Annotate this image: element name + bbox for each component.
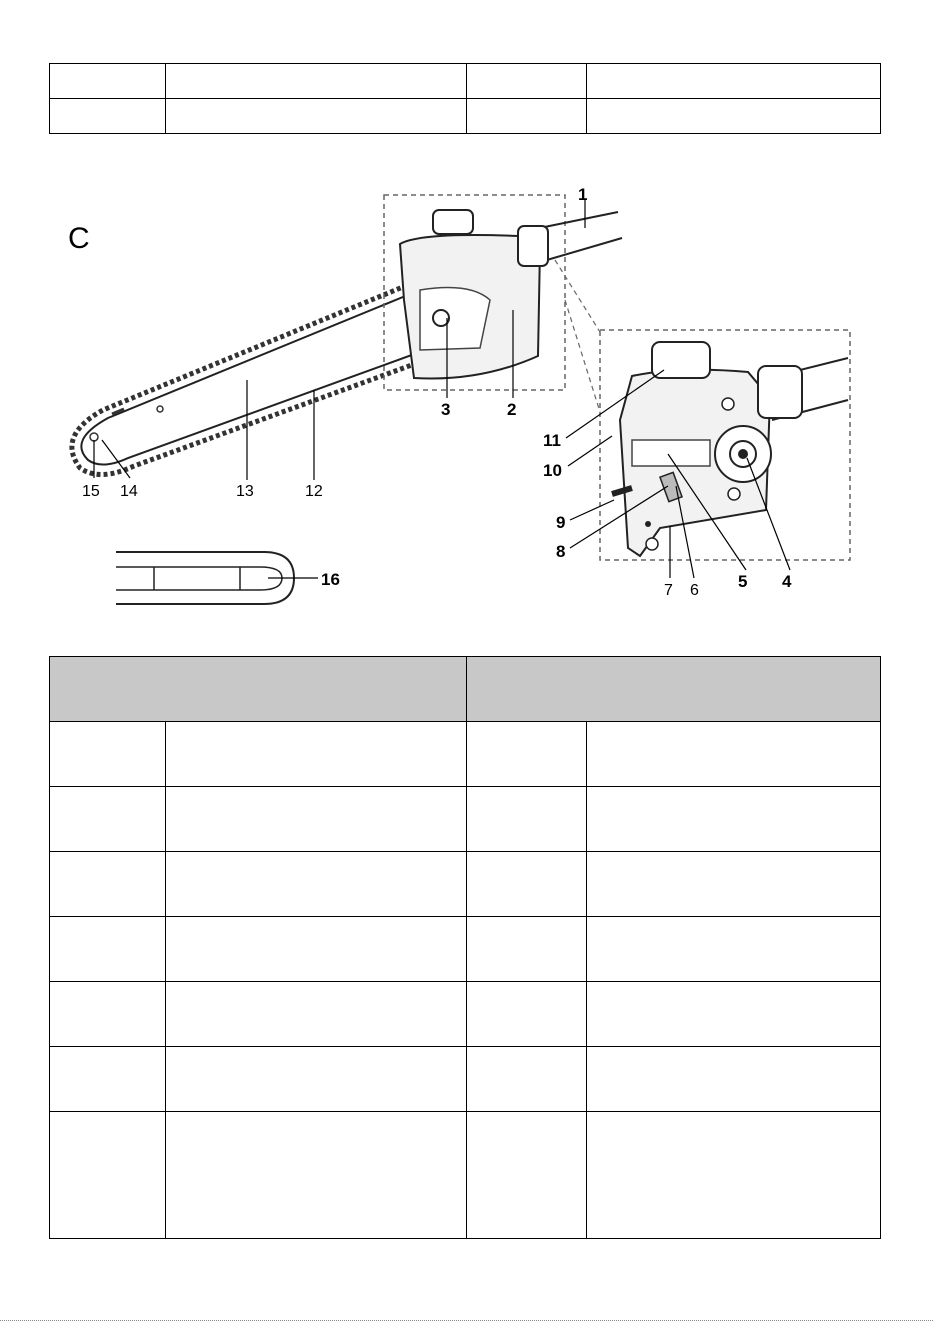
callout-7: 7 [664,582,673,599]
table-cell [587,99,881,134]
table-cell [467,1112,587,1239]
callout-13: 13 [236,483,254,500]
callout-5: 5 [738,572,748,591]
table-cell [587,64,881,99]
callout-4: 4 [782,572,792,591]
callout-12: 12 [305,483,323,500]
callout-10: 10 [543,461,562,480]
chainsaw-attachment-figure [0,150,933,630]
table-cell [166,99,467,134]
callout-8: 8 [556,542,566,561]
table-cell [587,787,881,852]
table-cell [467,787,587,852]
table-row [50,64,881,99]
table-row [50,787,881,852]
table-cell [587,917,881,982]
page-bottom-rule [0,1320,933,1321]
bar-nose-detail-drawing [116,552,294,604]
table-cell [50,982,166,1047]
table-cell [166,917,467,982]
table-cell [166,722,467,787]
parts-table [49,656,881,1239]
callout-11: 11 [543,431,561,450]
table-cell [587,982,881,1047]
callout-1: 1 [578,185,588,204]
table-cell [166,64,467,99]
table-cell [50,99,166,134]
gear-head-drawing [400,210,622,379]
table-cell [50,1112,166,1239]
table-cell [467,852,587,917]
callout-14: 14 [120,483,138,500]
table-cell [166,852,467,917]
table-cell [50,787,166,852]
table-cell [467,722,587,787]
top-table [49,63,881,134]
table-cell [587,852,881,917]
table-cell [50,1047,166,1112]
table-cell [50,64,166,99]
table-header-row [50,657,881,722]
table-cell [50,722,166,787]
callout-9: 9 [556,513,566,532]
table-cell [467,64,587,99]
table-cell [467,99,587,134]
table-row [50,982,881,1047]
callout-15: 15 [82,483,100,500]
table-cell [50,852,166,917]
table-cell [166,787,467,852]
table-cell [166,1047,467,1112]
table-cell [467,1047,587,1112]
table-cell [166,1112,467,1239]
callout-6: 6 [690,582,699,599]
table-header-cell [467,657,881,722]
table-cell [50,917,166,982]
table-row [50,917,881,982]
table-cell [467,982,587,1047]
table-header-cell [50,657,467,722]
guide-bar-drawing [72,280,420,475]
table-cell [587,1047,881,1112]
drive-detail-drawing [612,342,848,556]
callout-16: 16 [321,570,340,589]
callout-3: 3 [441,400,451,419]
table-row [50,1047,881,1112]
table-row [50,722,881,787]
figure-letter: C [68,222,90,255]
table-row [50,99,881,134]
table-cell [467,917,587,982]
callout-2: 2 [507,400,517,419]
table-row [50,852,881,917]
table-cell [587,1112,881,1239]
table-row [50,1112,881,1239]
table-cell [587,722,881,787]
table-cell [166,982,467,1047]
